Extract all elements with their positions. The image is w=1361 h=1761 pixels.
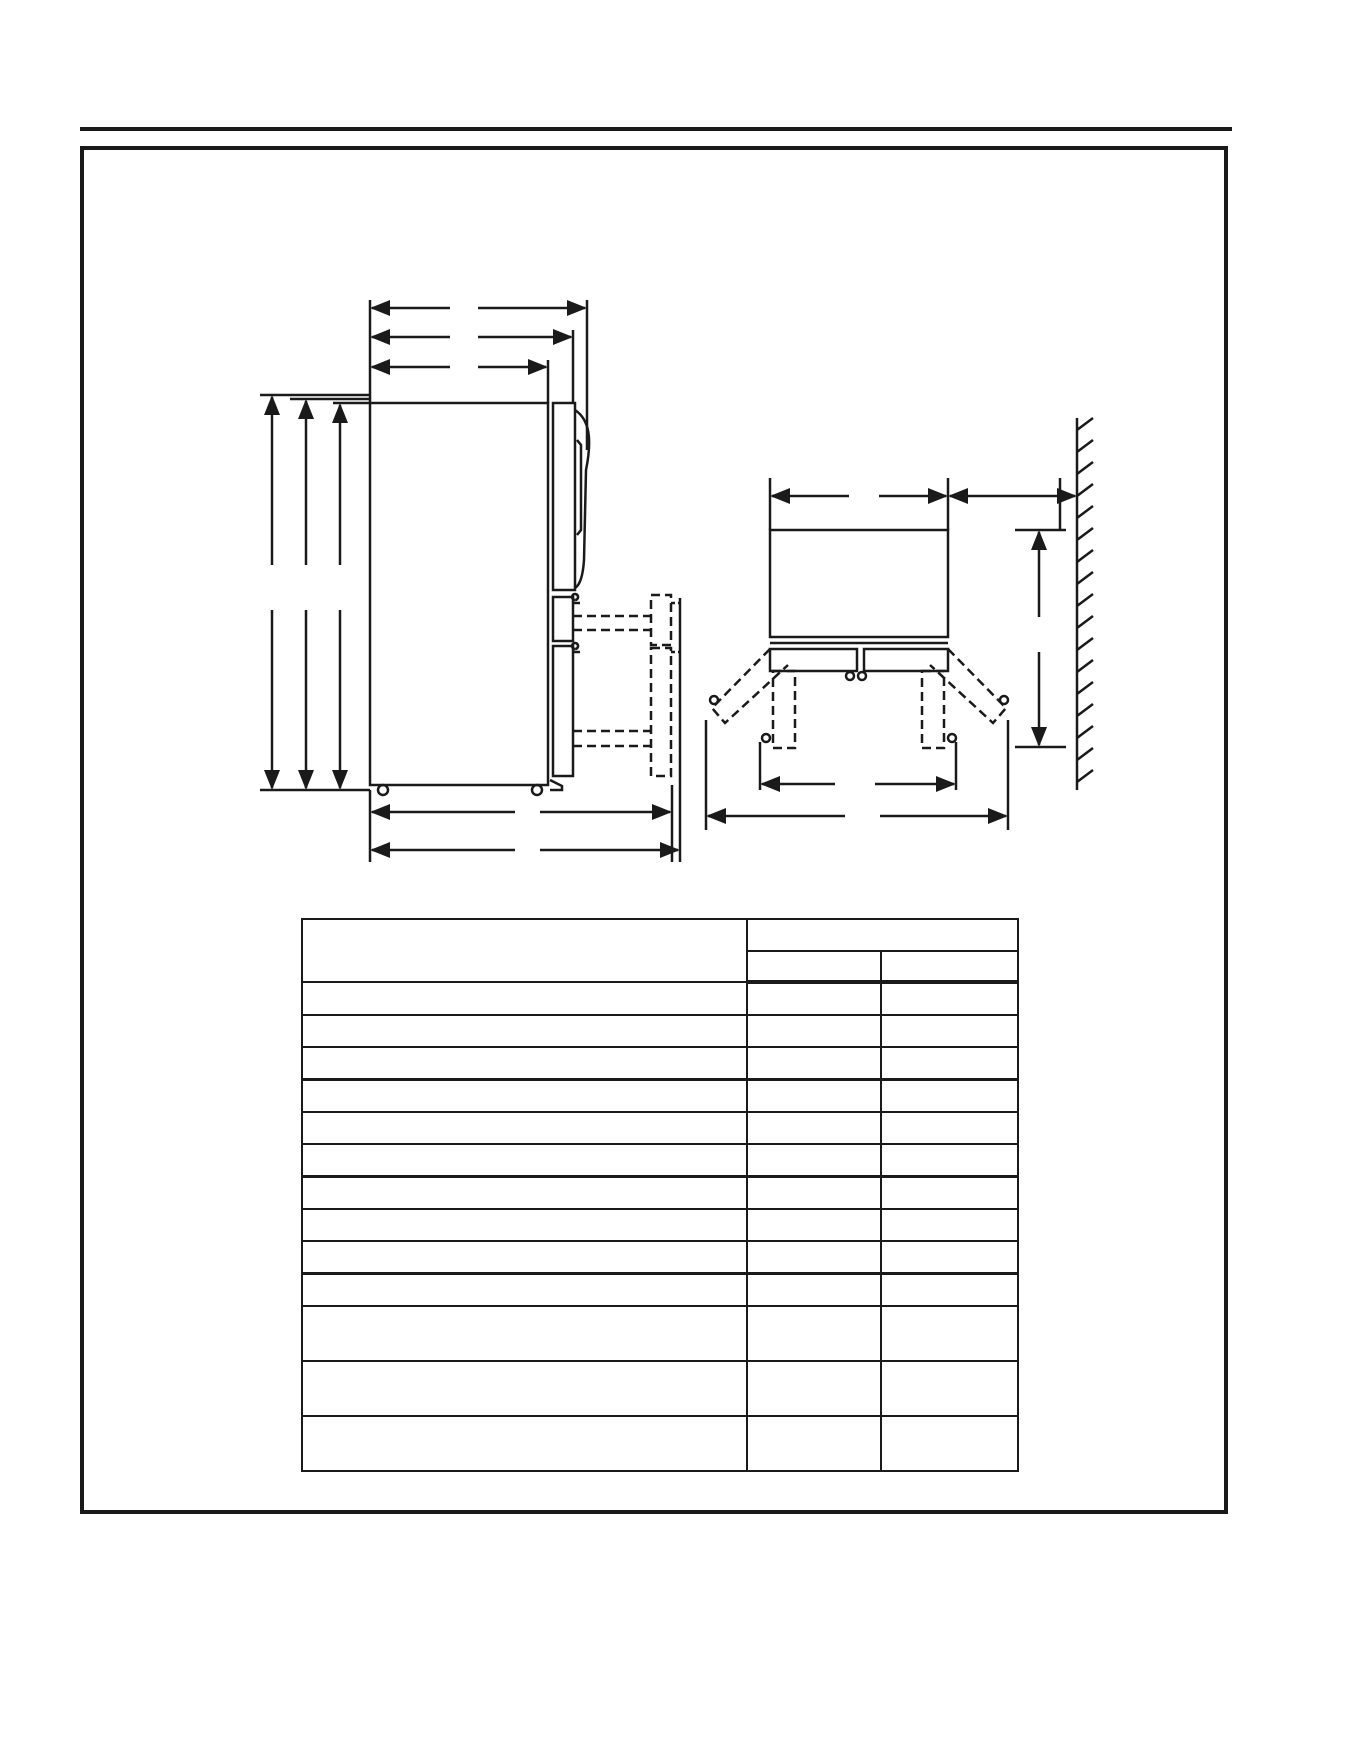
- open-drawers-dashed: [573, 595, 671, 776]
- row-description: [302, 1144, 747, 1177]
- top-dimension-gaps: [835, 486, 1049, 826]
- table-row: [302, 1361, 1018, 1416]
- row-value-b: [881, 1015, 1018, 1047]
- row-value-a: [747, 1306, 881, 1361]
- row-value-b: [881, 1416, 1018, 1471]
- row-value-a: [747, 1274, 881, 1307]
- row-value-a: [747, 1416, 881, 1471]
- row-value-b: [881, 1112, 1018, 1144]
- row-description: [302, 1047, 747, 1080]
- top-dimensions: [708, 496, 1075, 816]
- freezer-drawer: [553, 646, 573, 776]
- swung-doors-dashed: [712, 649, 1006, 748]
- row-description: [302, 982, 747, 1015]
- row-description: [302, 1112, 747, 1144]
- table-header-col-b: [881, 951, 1018, 982]
- row-value-a: [747, 1177, 881, 1210]
- dimension-table: [301, 918, 1019, 1472]
- table-row: [302, 1416, 1018, 1471]
- row-description: [302, 1015, 747, 1047]
- row-value-b: [881, 1306, 1018, 1361]
- table-row: [302, 1306, 1018, 1361]
- table-row: [302, 1080, 1018, 1113]
- table-row: [302, 1112, 1018, 1144]
- cabinet-top: [770, 530, 948, 637]
- row-description: [302, 1274, 747, 1307]
- rear-foot: [532, 785, 542, 795]
- row-description: [302, 1209, 747, 1241]
- table-row: [302, 1015, 1018, 1047]
- row-value-b: [881, 1209, 1018, 1241]
- row-value-a: [747, 1080, 881, 1113]
- row-value-b: [881, 1047, 1018, 1080]
- row-value-a: [747, 1112, 881, 1144]
- row-value-a: [747, 1209, 881, 1241]
- fresh-food-door: [553, 403, 575, 590]
- front-foot: [378, 785, 388, 795]
- row-value-b: [881, 1241, 1018, 1274]
- row-value-a: [747, 1144, 881, 1177]
- table-row: [302, 1241, 1018, 1274]
- row-value-a: [747, 1361, 881, 1416]
- row-value-b: [881, 1144, 1018, 1177]
- row-value-b: [881, 982, 1018, 1015]
- cabinet-side: [370, 403, 548, 785]
- row-description: [302, 1241, 747, 1274]
- table-row: [302, 1177, 1018, 1210]
- table-row: [302, 1144, 1018, 1177]
- row-value-b: [881, 1080, 1018, 1113]
- table-row: [302, 1209, 1018, 1241]
- table-header-description: [302, 919, 747, 982]
- table-header-col-a: [747, 951, 881, 982]
- row-description: [302, 1361, 747, 1416]
- row-value-a: [747, 982, 881, 1015]
- dimension-gaps: [262, 298, 540, 860]
- middle-drawer: [553, 597, 573, 641]
- table-row: [302, 982, 1018, 1015]
- row-value-a: [747, 1047, 881, 1080]
- table-header-group: [747, 919, 1018, 951]
- row-value-b: [881, 1274, 1018, 1307]
- row-description: [302, 1416, 747, 1471]
- right-door-top: [864, 649, 948, 671]
- table-row: [302, 1274, 1018, 1307]
- row-description: [302, 1306, 747, 1361]
- row-description: [302, 1080, 747, 1113]
- table-row: [302, 1047, 1018, 1080]
- wall-hatching: [1077, 418, 1093, 782]
- row-value-b: [881, 1177, 1018, 1210]
- left-door-top: [770, 649, 857, 671]
- row-description: [302, 1177, 747, 1210]
- row-value-a: [747, 1241, 881, 1274]
- row-value-a: [747, 1015, 881, 1047]
- row-value-b: [881, 1361, 1018, 1416]
